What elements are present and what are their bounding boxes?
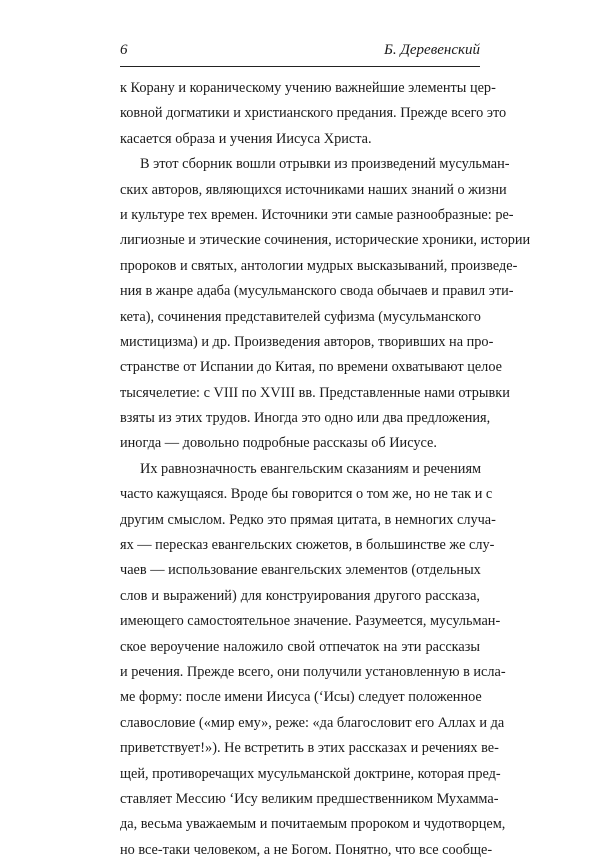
text-line: ковной догматики и христианского предания. Прежде всего это: [120, 105, 507, 122]
text-line: кета), сочинения представителей суфизма (мусульманского: [120, 308, 481, 325]
text-line: и речения. Прежде всего, они получили установленную в исла-: [120, 663, 506, 680]
header-rule: [120, 66, 480, 67]
text-line: ставляет Мессию ‘Ису великим предшественником Мухамма-: [120, 790, 499, 807]
text-line: ское вероучение наложило свой отпечаток на эти рассказы: [120, 638, 480, 655]
text-line: пророков и святых, антологии мудрых высказываний, произведе-: [120, 257, 518, 274]
text-line: приветствует!»). Не встретить в этих рассказах и речениях ве-: [120, 740, 499, 757]
paragraph: [120, 76, 507, 152]
text-line: ния в жанре адаба (мусульманского свода обычаев и правил эти-: [120, 283, 514, 300]
text-line: к Корану и кораническому учению важнейшие элементы цер-: [120, 80, 496, 96]
text-line: но все-таки человеком, а не Богом. Понятно, что все сообще-: [120, 841, 493, 858]
text-line: щей, противоречащих мусульманской доктрине, которая пред-: [120, 765, 501, 782]
text-line: ях — пересказ евангельских сюжетов, в большинстве же слу-: [120, 537, 495, 554]
text-line: другим смыслом. Редко это прямая цитата, в немногих случа-: [120, 511, 496, 528]
text-line: славословие («мир ему», реже: «да благословит его Аллах и да: [120, 714, 505, 731]
text-line: слов и выражений) для конструирования другого рассказа,: [120, 587, 480, 604]
text-line: и культуре тех времен. Источники эти самые разнообразные: ре-: [120, 206, 514, 223]
running-head: [120, 42, 480, 64]
text-line: чаев — использование евангельских элементов (отдельных: [120, 562, 481, 579]
text-line: ских авторов, являющихся источниками наших знаний о жизни: [120, 181, 507, 198]
text-line: да, весьма уважаемым и почитаемым пророком и чудотворцем,: [120, 816, 506, 833]
text-line: Их равнозначность евангельским сказаниям и речениям: [140, 460, 482, 477]
text-line: касается образа и учения Иисуса Христа.: [120, 130, 372, 147]
page-number: 6: [120, 42, 128, 58]
running-head-author: Б. Деревенский: [384, 42, 480, 58]
text-line: мистицизма) и др. Произведения авторов, творивших на про-: [120, 333, 494, 350]
text-line: часто кажущаяся. Вроде бы говорится о том же, но не так и с: [120, 486, 493, 503]
text-line: тысячелетие: с VIII по XVIII вв. Представленные нами отрывки: [120, 384, 510, 401]
text-line: лигиозные и этические сочинения, исторические хроники, истории: [120, 232, 531, 249]
text-line: В этот сборник вошли отрывки из произведений мусульман-: [140, 156, 510, 173]
text-line: странстве от Испании до Китая, по времени охватывают целое: [120, 359, 502, 376]
paragraph: [120, 457, 506, 863]
text-line: иногда — довольно подробные рассказы об Иисусе.: [120, 435, 437, 452]
text-line: взяты из этих трудов. Иногда это одно или два предложения,: [120, 410, 491, 427]
text-line: ме форму: после имени Иисуса (‘Исы) следует положенное: [120, 689, 482, 706]
body-text: [120, 76, 531, 863]
text-line: имеющего самостоятельное значение. Разумеется, мусульман-: [120, 613, 501, 630]
paragraph: [120, 152, 531, 457]
